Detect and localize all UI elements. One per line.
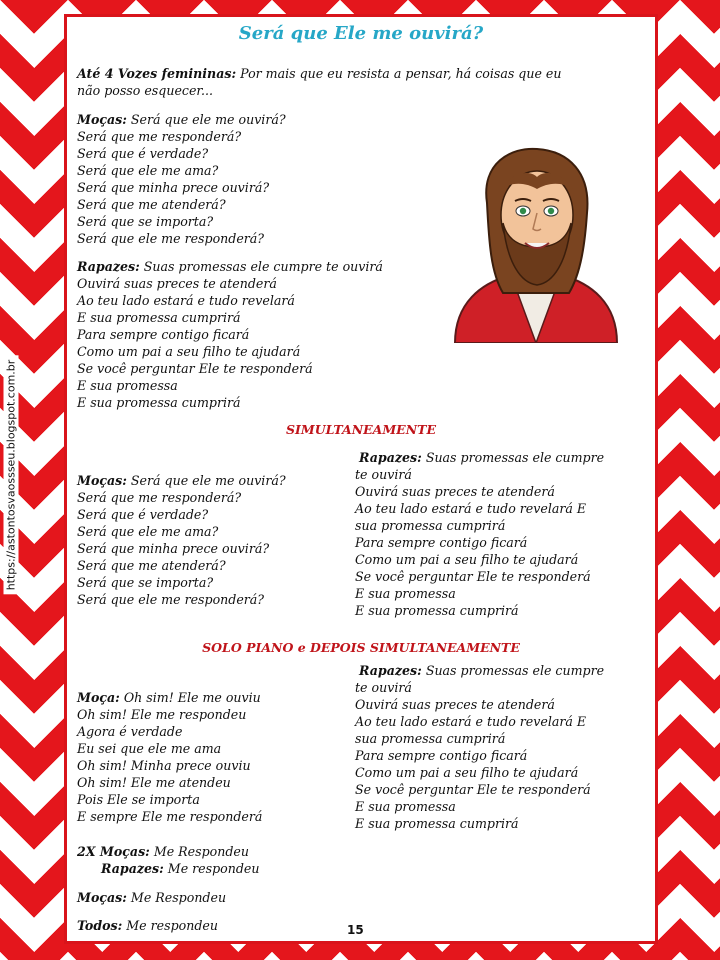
moca-verse-3 <box>77 689 262 825</box>
intro-text: Por mais que eu resista a pensar, há coisas que eu <box>236 66 562 81</box>
rapazes-verse-3 <box>355 662 604 832</box>
intro-label: Até 4 Vozes femininas: <box>77 66 237 81</box>
verse-line: Oh sim! Ele me respondeu <box>77 707 247 722</box>
side-url <box>0 340 22 610</box>
ending-2x-text: Me Respondeu <box>149 844 249 859</box>
verse-line: E sua promessa <box>355 586 456 601</box>
rapazes-label: Rapazes: <box>359 663 422 678</box>
ending-mocas <box>77 889 226 906</box>
intro-text-2: não posso esquecer... <box>77 83 214 98</box>
verse-line: Eu sei que ele me ama <box>77 741 222 756</box>
page <box>64 14 658 944</box>
mocas-label: Moças: <box>77 473 127 488</box>
verse-line: E sua promessa cumprirá <box>355 603 519 618</box>
verse-line: Será que ele me responderá? <box>77 592 265 607</box>
verse-line: E sempre Ele me responderá <box>77 809 263 824</box>
section-heading-solo-piano: SOLO PIANO e DEPOIS SIMULTANEAMENTE <box>202 640 520 655</box>
verse-line: Será que me atenderá? <box>77 558 226 573</box>
mocas-verse-1 <box>77 111 286 247</box>
verse-line: Oh sim! Minha prece ouviu <box>77 758 251 773</box>
mocas-verse-2 <box>77 472 286 608</box>
verse-line: sua promessa cumprirá <box>355 518 506 533</box>
verse-line: Oh sim! Ele me ouviu <box>119 690 261 705</box>
verse-line: Suas promessas ele cumpre <box>421 663 605 678</box>
ending-rapazes-label: Rapazes: <box>101 861 164 876</box>
verse-line: Suas promessas ele cumpre te ouvirá <box>139 259 383 274</box>
ending-mocas-text: Me Respondeu <box>126 890 227 905</box>
verse-line: Será que ele me ama? <box>77 524 219 539</box>
verse-line: Para sempre contigo ficará <box>355 748 528 763</box>
intro <box>77 65 655 99</box>
verse-line: Pois Ele se importa <box>77 792 200 807</box>
rapazes-verse-1 <box>77 258 383 411</box>
verse-line: Ao teu lado estará e tudo revelará E <box>355 501 587 516</box>
ending-todos-label: Todos: <box>77 918 123 933</box>
verse-line: Será que ele me ouvirá? <box>126 112 286 127</box>
jesus-illustration <box>451 143 621 343</box>
ending-mocas-label: Moças: <box>77 890 127 905</box>
page-number: 15 <box>347 923 364 937</box>
page-title: Será que Ele me ouvirá? <box>238 23 484 44</box>
verse-line: Ao teu lado estará e tudo revelará E <box>355 714 587 729</box>
verse-line: Será que ele me ama? <box>77 163 219 178</box>
verse-line: Será que é verdade? <box>77 507 209 522</box>
verse-line: Será que minha prece ouvirá? <box>77 541 270 556</box>
verse-line: Ao teu lado estará e tudo revelará <box>77 293 295 308</box>
verse-line: E sua promessa cumprirá <box>77 310 241 325</box>
verse-line: Ouvirá suas preces te atenderá <box>355 484 555 499</box>
verse-line: Será que me atenderá? <box>77 197 226 212</box>
verse-line: Se você perguntar Ele te responderá <box>355 782 591 797</box>
verse-line: Será que me responderá? <box>77 129 242 144</box>
verse-line: Ouvirá suas preces te atenderá <box>77 276 277 291</box>
ending-2x-label: 2X Moças: <box>77 844 150 859</box>
verse-line: Oh sim! Ele me atendeu <box>77 775 231 790</box>
verse-line: Como um pai a seu filho te ajudará <box>355 765 579 780</box>
verse-line: Agora é verdade <box>77 724 183 739</box>
verse-line: E sua promessa cumprirá <box>355 816 519 831</box>
side-url-text: https://astontosvaossseu.blogspot.com.br <box>4 356 19 595</box>
verse-line: Para sempre contigo ficará <box>355 535 528 550</box>
moca-label: Moça: <box>77 690 120 705</box>
ending-todos <box>77 917 218 934</box>
verse-line: Como um pai a seu filho te ajudará <box>77 344 301 359</box>
verse-line: Para sempre contigo ficará <box>77 327 250 342</box>
verse-line: Será que se importa? <box>77 575 214 590</box>
ending-rapazes-text: Me respondeu <box>163 861 260 876</box>
verse-line: Será que ele me responderá? <box>77 231 265 246</box>
verse-line: Suas promessas ele cumpre <box>421 450 605 465</box>
rapazes-label: Rapazes: <box>359 450 422 465</box>
verse-line: te ouvirá <box>355 680 412 695</box>
rapazes-verse-2 <box>355 449 604 619</box>
verse-line: E sua promessa <box>77 378 178 393</box>
verse-line: sua promessa cumprirá <box>355 731 506 746</box>
verse-line: E sua promessa <box>355 799 456 814</box>
verse-line: Será que é verdade? <box>77 146 209 161</box>
verse-line: Será que me responderá? <box>77 490 242 505</box>
verse-line: Como um pai a seu filho te ajudará <box>355 552 579 567</box>
verse-line: Será que minha prece ouvirá? <box>77 180 270 195</box>
verse-line: Será que ele me ouvirá? <box>126 473 286 488</box>
ending-2x <box>77 843 259 877</box>
rapazes-label: Rapazes: <box>77 259 140 274</box>
verse-line: E sua promessa cumprirá <box>77 395 241 410</box>
ending-todos-text: Me respondeu <box>122 918 218 933</box>
verse-line: Ouvirá suas preces te atenderá <box>355 697 555 712</box>
mocas-label: Moças: <box>77 112 127 127</box>
verse-line: Se você perguntar Ele te responderá <box>77 361 313 376</box>
section-heading-simultaneamente: SIMULTANEAMENTE <box>286 422 436 437</box>
verse-line: Se você perguntar Ele te responderá <box>355 569 591 584</box>
verse-line: te ouvirá <box>355 467 412 482</box>
verse-line: Será que se importa? <box>77 214 214 229</box>
